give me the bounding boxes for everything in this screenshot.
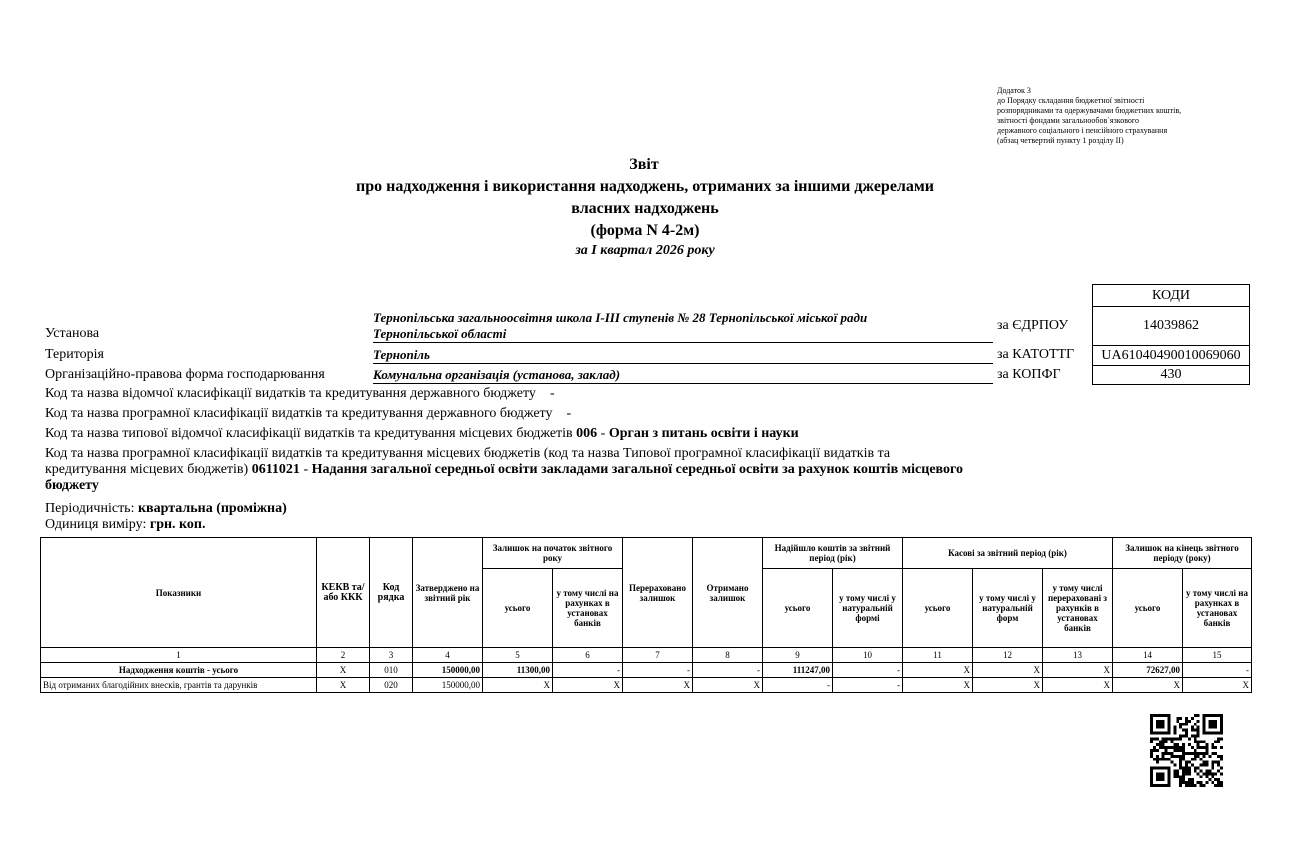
column-number: 10 bbox=[833, 648, 903, 663]
table-row bbox=[41, 678, 1252, 693]
typical-sep: - bbox=[600, 426, 606, 441]
table-cell: X bbox=[1183, 678, 1252, 693]
table-cell: - bbox=[833, 678, 903, 693]
table-cell: X bbox=[1113, 678, 1183, 693]
local-program-classification bbox=[45, 446, 995, 494]
qr-code bbox=[1150, 714, 1223, 787]
institution-value-cont: Тернопільської області bbox=[373, 326, 993, 343]
table-cell: 111247,00 bbox=[763, 663, 833, 678]
column-number: 13 bbox=[1043, 648, 1113, 663]
institution-value: Тернопільська загальноосвітня школа І-ІІІ ступенів № 28 Тернопільської міської ради bbox=[373, 310, 868, 325]
table-cell: - bbox=[693, 663, 763, 678]
table-cell: 010 bbox=[370, 663, 413, 678]
org-form-label: Організаційно-правова форма господарювання bbox=[45, 367, 325, 382]
table-cell: X bbox=[1043, 678, 1113, 693]
report-table bbox=[40, 537, 1252, 693]
dept-classification-value: - bbox=[549, 386, 555, 401]
column-number: 15 bbox=[1183, 648, 1252, 663]
table-cell: X bbox=[553, 678, 623, 693]
periodicity-value: квартальна (проміжна) bbox=[137, 501, 287, 516]
unit-value: грн. коп. bbox=[149, 517, 206, 532]
header-balance-end-total: усього bbox=[1113, 569, 1183, 648]
column-number: 11 bbox=[903, 648, 973, 663]
table-cell: - bbox=[623, 663, 693, 678]
table-cell: X bbox=[623, 678, 693, 693]
column-number: 12 bbox=[973, 648, 1043, 663]
header-cash-natural: у тому числі у натуральній форм bbox=[973, 569, 1043, 648]
table-cell: - bbox=[833, 663, 903, 678]
katottg-code: UA61040490010069060 bbox=[1093, 346, 1250, 366]
local-program-name-cont: бюджету bbox=[45, 478, 99, 493]
report-title: Звіт bbox=[629, 156, 659, 173]
header-income-total: усього bbox=[763, 569, 833, 648]
prog-classification-label: Код та назва програмної класифікації видатків та кредитування державного бюджету bbox=[45, 406, 553, 421]
dept-classification bbox=[45, 386, 555, 402]
table-cell: 150000,00 bbox=[413, 663, 483, 678]
table-cell: 020 bbox=[370, 678, 413, 693]
dept-classification-label: Код та назва відомчої класифікації видатків та кредитування державного бюджету bbox=[45, 386, 536, 401]
column-number: 14 bbox=[1113, 648, 1183, 663]
header-cash-total: усього bbox=[903, 569, 973, 648]
periodicity-label: Періодичність: bbox=[45, 501, 135, 516]
header-income-natural: у тому числі у натуральній формі bbox=[833, 569, 903, 648]
form-number: (форма N 4-2м) bbox=[590, 222, 700, 239]
header-cash-transferred: у тому числі перераховані з рахунків в установах банків bbox=[1043, 569, 1113, 648]
edrpou-label: за ЄДРПОУ bbox=[997, 318, 1069, 333]
column-number: 7 bbox=[623, 648, 693, 663]
appendix-note bbox=[997, 86, 1181, 146]
table-cell: X bbox=[693, 678, 763, 693]
local-program-code: 0611021 bbox=[251, 462, 300, 477]
header-balance-start: Залишок на початок звітного року bbox=[483, 538, 623, 569]
appendix-line: державного соціального і пенсійного страхування bbox=[997, 126, 1168, 135]
table-cell: X bbox=[317, 663, 370, 678]
table-cell: - bbox=[1183, 663, 1252, 678]
codes-title: КОДИ bbox=[1093, 285, 1250, 307]
typical-code: 006 bbox=[576, 426, 598, 441]
column-number: 5 bbox=[483, 648, 553, 663]
territory-label: Територія bbox=[45, 347, 104, 362]
typical-classification bbox=[45, 426, 799, 442]
local-program-sep: - bbox=[303, 462, 309, 477]
prog-classification bbox=[45, 406, 571, 422]
column-number: 4 bbox=[413, 648, 483, 663]
column-number: 3 bbox=[370, 648, 413, 663]
codes-table bbox=[1092, 284, 1250, 385]
header-income: Надійшло коштів за звітний період (рік) bbox=[763, 538, 903, 569]
table-cell: X bbox=[903, 678, 973, 693]
table-cell: X bbox=[1043, 663, 1113, 678]
header-approved: Затверджено на звітний рік bbox=[413, 538, 483, 648]
header-balance-end: Залишок на кінець звітного періоду (року) bbox=[1113, 538, 1252, 569]
local-program-label: Код та назва програмної класифікації видатків та кредитування місцевих бюджетів (код та назва Типової програмної класифікації видатків та bbox=[45, 446, 891, 461]
unit-of-measure bbox=[45, 517, 206, 533]
table-cell: 150000,00 bbox=[413, 678, 483, 693]
local-program-line2 bbox=[45, 462, 995, 478]
row-indicator: Надходження коштів - усього bbox=[41, 663, 317, 678]
table-cell: X bbox=[973, 663, 1043, 678]
periodicity bbox=[45, 501, 287, 517]
table-cell: X bbox=[973, 678, 1043, 693]
appendix-line: звітності фондами загальнообов`язкового bbox=[997, 116, 1140, 125]
row-indicator: Від отриманих благодійних внесків, грантів та дарунків bbox=[41, 678, 317, 693]
unit-label: Одиниця виміру: bbox=[45, 517, 147, 532]
typical-name: Орган з питань освіти і науки bbox=[608, 426, 799, 441]
appendix-line: до Порядку складання бюджетної звітності bbox=[997, 96, 1145, 105]
header-balance-start-banks: у тому числі на рахунках в установах банків bbox=[553, 569, 623, 648]
org-form-value: Комунальна організація (установа, заклад) bbox=[373, 367, 993, 384]
table-cell: 11300,00 bbox=[483, 663, 553, 678]
column-number: 2 bbox=[317, 648, 370, 663]
column-number: 1 bbox=[41, 648, 317, 663]
prog-classification-value: - bbox=[566, 406, 572, 421]
institution-label: Установа bbox=[45, 326, 100, 341]
header-balance-end-banks: у тому числі на рахунках в установах банків bbox=[1183, 569, 1252, 648]
header-kekv: КЕКВ та/або ККК bbox=[317, 538, 370, 648]
report-subtitle: про надходження і використання надходжень, отриманих за іншими джерелами bbox=[355, 178, 935, 195]
local-program-name: Надання загальної середньої освіти закладами загальної середньої освіти за рахунок коштів місцевого bbox=[311, 462, 964, 477]
header-received: Отримано залишок bbox=[693, 538, 763, 648]
appendix-line: (абзац четвертий пункту 1 розділу II) bbox=[997, 136, 1124, 145]
header-row-code: Код рядка bbox=[370, 538, 413, 648]
territory-value: Тернопіль bbox=[373, 347, 993, 364]
header-balance-start-total: усього bbox=[483, 569, 553, 648]
report-period: за I квартал 2026 року bbox=[575, 243, 715, 258]
table-cell: - bbox=[763, 678, 833, 693]
typical-classification-label: Код та назва типової відомчої класифікації видатків та кредитування місцевих бюджетів bbox=[45, 426, 573, 441]
table-cell: 72627,00 bbox=[1113, 663, 1183, 678]
kopfg-code: 430 bbox=[1093, 366, 1250, 385]
edrpou-code: 14039862 bbox=[1093, 307, 1250, 346]
appendix-line: розпорядниками та одержувачами бюджетних коштів, bbox=[997, 106, 1182, 115]
report-subtitle-cont: власних надходжень bbox=[571, 200, 719, 217]
column-number: 8 bbox=[693, 648, 763, 663]
appendix-line: Додаток 3 bbox=[997, 86, 1031, 95]
header-cash: Касові за звітний період (рік) bbox=[903, 538, 1113, 569]
table-cell: X bbox=[483, 678, 553, 693]
header-transferred: Перераховано залишок bbox=[623, 538, 693, 648]
table-row bbox=[41, 663, 1252, 678]
table-cell: X bbox=[903, 663, 973, 678]
katottg-label: за КАТОТТГ bbox=[997, 347, 1075, 362]
header-indicators: Показники bbox=[41, 538, 317, 648]
column-number-row bbox=[41, 648, 1252, 663]
table-cell: - bbox=[553, 663, 623, 678]
column-number: 9 bbox=[763, 648, 833, 663]
local-program-label-cont: кредитування місцевих бюджетів) bbox=[45, 462, 249, 477]
table-cell: X bbox=[317, 678, 370, 693]
kopfg-label: за КОПФГ bbox=[997, 367, 1061, 382]
column-number: 6 bbox=[553, 648, 623, 663]
